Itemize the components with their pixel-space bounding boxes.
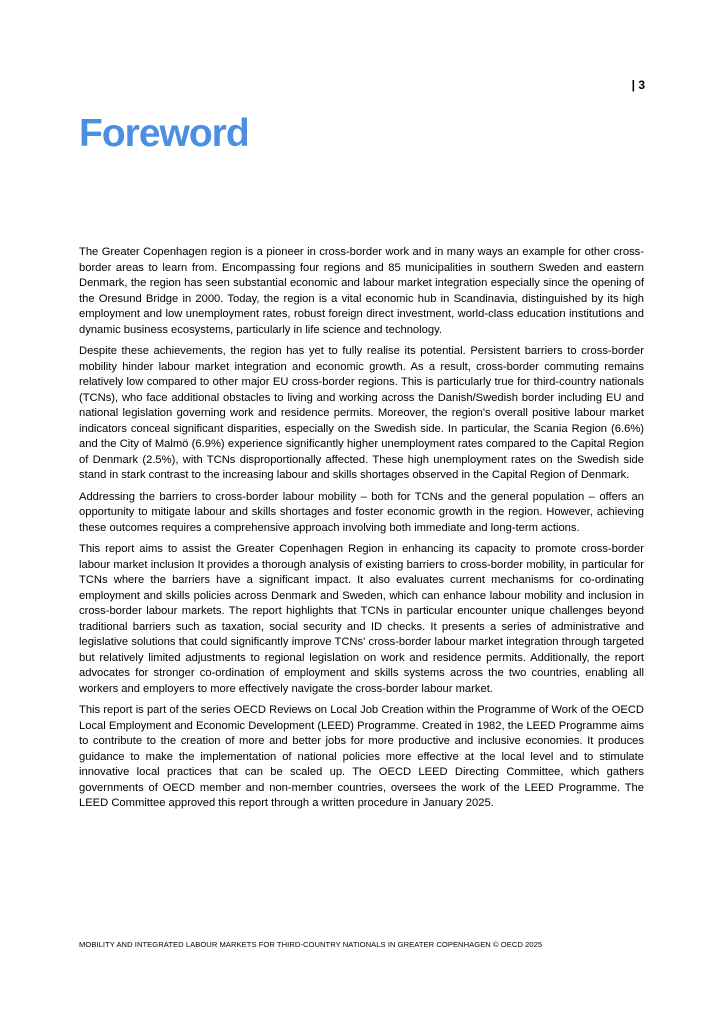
paragraph-intro: The Greater Copenhagen region is a pioneer in cross-border work and in many ways an example for other cross-border areas to learn from. Encompassing four regions and 85 municipalities in southern Sweden and eastern Denmark, the region has seen substantial economic and labour market integration especially since the opening of the Oresund Bridge in 2000. Today, the region is a vital economic hub in Scandinavia, distinguished by its high employment and low unemployment rates, robust foreign direct investment, world-class education institutions and dynamic business ecosystems, particularly in life science and technology. (79, 246, 644, 336)
page-footer: MOBILITY AND INTEGRATED LABOUR MARKETS FOR THIRD-COUNTRY NATIONALS IN GREATER COPENHAGEN © OECD 2025 (79, 940, 543, 949)
page-number: | 3 (631, 78, 645, 92)
paragraph-report-aims: This report aims to assist the Greater Copenhagen Region in enhancing its capacity to promote cross-border labour market inclusion It provides a thorough analysis of existing barriers to cross-border mobility, in particular for TCNs where the barriers have a significant impact. It also evaluates current mechanisms for co-ordinating employment and skills policies across Denmark and Sweden, which can enhance labour mobility and inclusion in cross-border labour markets. The report highlights that TCNs in particular encounter unique challenges beyond traditional barriers such as taxation, social security and ID checks. It presents a series of administrative and legislative solutions that could significantly improve TCNs' cross-border labour market integration through targeted but relatively limited adjustments to regional legislation on work and residence permits. Additionally, the report advocates for stronger co-ordination of employment and skills systems across the two countries, enabling all workers and employers to more effectively navigate the cross-border labour market. (79, 543, 644, 695)
paragraph-leed-programme: This report is part of the series OECD Reviews on Local Job Creation within the Programme of Work of the OECD Local Employment and Economic Development (LEED) Programme. Created in 1982, the LEED Programme aims to contribute to the creation of more and better jobs for more productive and inclusive economies. It produces guidance to make the implementation of national policies more effective at the local level and to stimulate innovative local practices that can be scaled up. The OECD LEED Directing Committee, which gathers governments of OECD member and non-member countries, oversees the work of the LEED Programme. The LEED Committee approved this report through a written procedure in January 2025. (79, 704, 644, 809)
paragraph-barriers: Despite these achievements, the region has yet to fully realise its potential. Persistent barriers to cross-border mobility hinder labour market integration and economic growth. As a result, cross-border commuting remains relatively low compared to other major EU cross-border regions. This is particularly true for third-country nationals (TCNs), who face additional obstacles to living and working across the Danish/Swedish border including EU and national legislation governing work and residence permits. Moreover, the region's overall positive labour market indicators conceal significant disparities, especially on the Swedish side. In particular, the Scania Region (6.6%) and the City of Malmö (6.9%) experience significantly higher unemployment rates compared to the Capital Region of Denmark (2.5%), with TCNs disproportionally affected. These high unemployment rates on the Swedish side stand in stark contrast to the increasing labour and skills shortages observed in the Capital Region of Denmark. (79, 345, 644, 481)
page-title: Foreword (79, 112, 249, 155)
foreword-body (79, 245, 644, 818)
paragraph-opportunity: Addressing the barriers to cross-border labour mobility – both for TCNs and the general population – offers an opportunity to mitigate labour and skills shortages and foster economic growth in the region. However, achieving these outcomes requires a comprehensive approach involving both immediate and long-term actions. (79, 490, 644, 534)
